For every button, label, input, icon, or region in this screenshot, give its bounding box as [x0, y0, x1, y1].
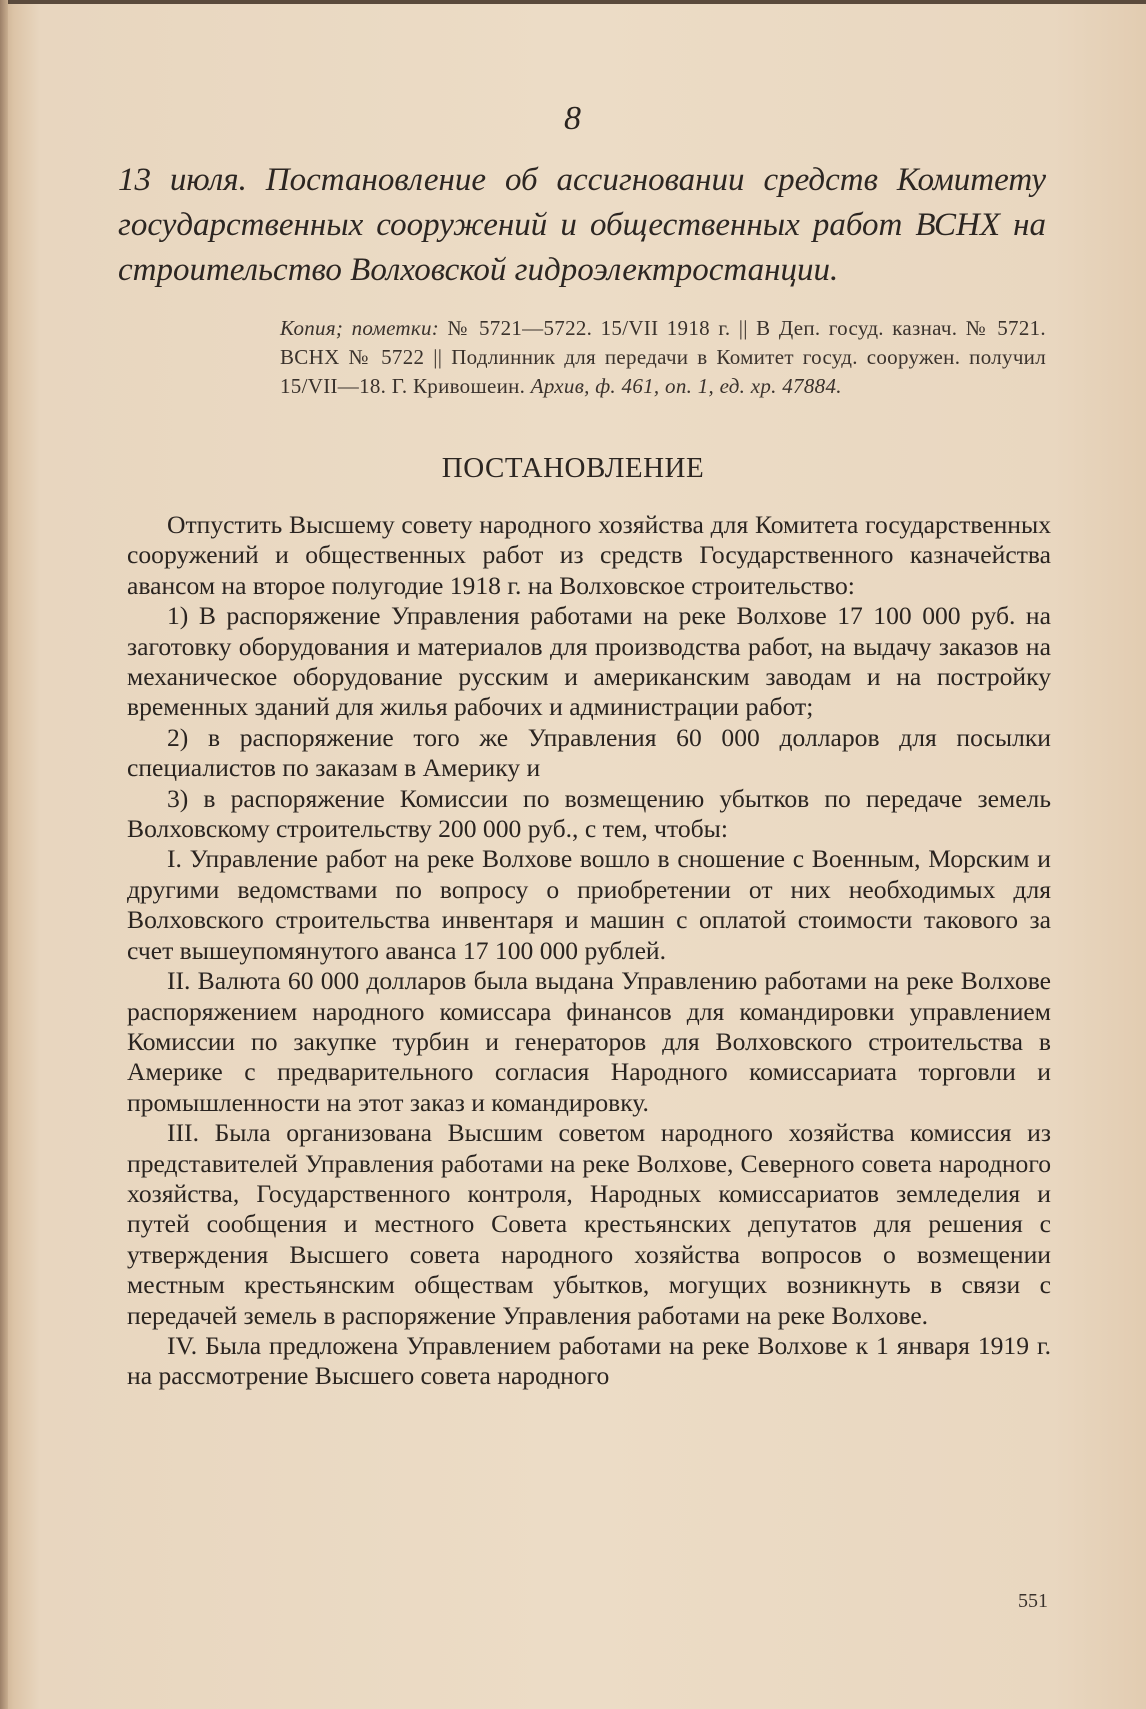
page-top-edge	[0, 0, 1146, 4]
paragraph-item-1: 1) В распоряжение Управления работами на реке Волхове 17 100 000 руб. на заготовку оборудования и материалов для производства работ, на выдачу заказов на механическое оборудование русским и американским заводам и на постройку временных зданий для жилья рабочих и администрации работ;	[127, 601, 1051, 722]
paragraph-clause-i: I. Управление работ на реке Волхове вошло в сношение с Военным, Морским и другими ведомствами по вопросу о приобретении от них необходимых для Волховского строительства инвентаря и машин с оплатой стоимости такового за счет вышеупомянутого аванса 17 100 000 рублей.	[127, 844, 1051, 965]
page-gutter	[0, 0, 8, 1709]
source-note-text: № 5721—5722. 15/VII 1918 г. || В Деп. госуд. казнач. № 5721. ВСНХ № 5722 || Подлинник для передачи в Комитет госуд. сооружен. получил 15/VII—18. Г. Кривошеин.	[280, 316, 1046, 398]
decree-body	[127, 510, 1051, 1392]
paragraph-clause-iv: IV. Была предложена Управлением работами на реке Волхове к 1 января 1919 г. на рассмотрение Высшего совета народного	[127, 1330, 1051, 1391]
paragraph-clause-ii: II. Валюта 60 000 долларов была выдана Управлению работами на реке Волхове распоряжением народного комиссара финансов для командировки управлением Комиссии по закупке турбин и генераторов для Волховского строительства в Америке с предварительного согласия Народного комиссариата торговли и промышленности на этот заказ и командировку.	[127, 966, 1051, 1117]
document-heading: 13 июля. Постановление об ассигновании средств Комитету государственных сооружений и общественных работ ВСНХ на строительство Волховской гидроэлектростанции.	[118, 162, 1046, 288]
source-note-label: Копия; пометки:	[280, 316, 440, 340]
decree-title: ПОСТАНОВЛЕНИЕ	[441, 452, 705, 484]
paragraph-item-2: 2) в распоряжение того же Управления 60 000 долларов для посылки специалистов по заказам в Америку и	[127, 722, 1051, 783]
paragraph-intro: Отпустить Высшему совету народного хозяйства для Комитета государственных сооружений и общественных работ из средств Государственного казначейства авансом на второе полугодие 1918 г. на Волховское строительство:	[127, 510, 1051, 600]
source-note	[280, 314, 1046, 401]
paragraph-item-3: 3) в распоряжение Комиссии по возмещению убытков по передаче земель Волховскому строительству 200 000 руб., с тем, чтобы:	[127, 783, 1051, 844]
page-number: 551	[1018, 1590, 1048, 1612]
document-number: 8	[564, 100, 582, 137]
paragraph-clause-iii: III. Была организована Высшим советом народного хозяйства комиссия из представителей Управления работами на реке Волхове, Северного совета народного хозяйства, Государственного контроля, Народных комиссариатов земледелия и путей сообщения и местного Совета крестьянских депутатов для решения с утверждения Высшего совета народного хозяйства вопросов о возмещении местным крестьянским обществам убытков, могущих возникнуть в связи с передачей земель в распоряжение Управления работами на реке Волхове.	[127, 1118, 1051, 1330]
archive-reference: Архив, ф. 461, оп. 1, ед. хр. 47884.	[530, 374, 842, 398]
